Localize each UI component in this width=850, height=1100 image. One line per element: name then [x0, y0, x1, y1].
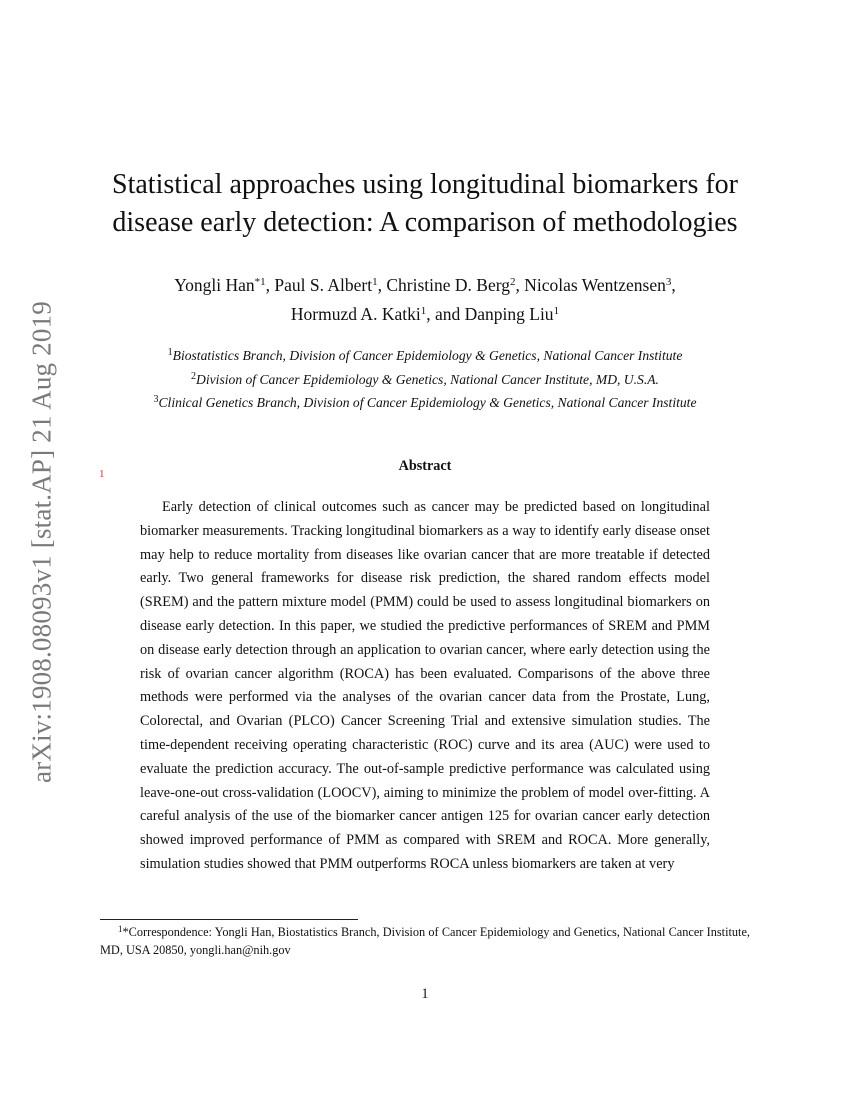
- footnote-text: *Correspondence: Yongli Han, Biostatistics Branch, Division of Cancer Epidemiology and Genetics, National Cancer Institute, MD, USA 20850, yongli.han@nih.gov: [100, 925, 750, 957]
- author-separator: ,: [671, 275, 676, 295]
- affiliations: [90, 344, 760, 415]
- title-line-2: disease early detection: A comparison of methodologies: [112, 207, 738, 238]
- author-name: Danping Liu: [464, 304, 554, 324]
- abstract-body: Early detection of clinical outcomes such as cancer may be predicted based on longitudinal biomarker measurements. Tracking longitudinal biomarkers as a way to identify early disease onset may help to reduce mortality from diseases like ovarian cancer that are more treatable if detected early. Two general frameworks for disease risk prediction, the shared random effects model (SREM) and the pattern mixture model (PMM) could be used to assess longitudinal biomarkers on disease early detection. In this paper, we studied the predictive performances of SREM and PMM on disease early detection through an application to ovarian cancer, where early detection using the risk of ovarian cancer algorithm (ROCA) has been evaluated. Comparisons of the above three methods were performed via the analyses of the ovarian cancer data from the Prostate, Lung, Colorectal, and Ovarian (PLCO) Cancer Screening Trial and extensive simulation studies. The time-dependent receiving operating characteristic (ROC) curve and its area (AUC) were used to evaluate the prediction accuracy. The out-of-sample predictive performance was calculated using leave-one-out cross-validation (LOOCV), aiming to minimize the problem of model over-fitting. A careful analysis of the use of the biomarker cancer antigen 125 for ovarian cancer early detection showed improved performance of PMM as compared with SREM and ROCA. More generally, simulation studies showed that PMM outperforms ROCA unless biomarkers are taken at very: [140, 499, 710, 872]
- page-number: 1: [421, 986, 429, 1002]
- author-affiliation-mark: *1: [254, 276, 266, 288]
- title-line-1: Statistical approaches using longitudinal biomarkers for: [112, 169, 738, 200]
- author-affiliation-mark: 1: [372, 276, 378, 288]
- author-name: Hormuzd A. Katki: [290, 304, 421, 324]
- author-separator: , and: [426, 304, 465, 324]
- author-name: Paul S. Albert: [274, 275, 373, 295]
- author-list: [60, 271, 790, 329]
- affiliation-3: [90, 391, 760, 415]
- author-separator: ,: [265, 275, 275, 295]
- affiliation-1: [90, 344, 760, 368]
- abstract-heading: Abstract: [398, 458, 452, 474]
- affiliation-mark: 1: [167, 347, 173, 358]
- paper-title: [60, 166, 790, 242]
- affiliation-mark: 3: [153, 394, 159, 405]
- author-name: Christine D. Berg: [386, 275, 510, 295]
- correspondence-footnote: [100, 923, 750, 959]
- author-line-2: [60, 300, 790, 329]
- author-name: Nicolas Wentzensen: [524, 275, 666, 295]
- author-line-1: [60, 271, 790, 300]
- affiliation-2: [90, 368, 760, 392]
- affiliation-text: Division of Cancer Epidemiology & Genetics, National Cancer Institute, MD, U.S.A.: [196, 371, 659, 387]
- author-affiliation-mark: 1: [553, 305, 560, 317]
- author-name: Yongli Han: [174, 275, 255, 295]
- affiliation-mark: 2: [191, 370, 197, 382]
- footnote-mark: 1: [118, 924, 123, 934]
- footnote-divider: [100, 919, 358, 920]
- line-number-marker: 1: [99, 468, 105, 480]
- author-separator: ,: [377, 275, 387, 295]
- arxiv-identifier-stamp: arXiv:1908.08093v1 [stat.AP] 21 Aug 2019: [26, 301, 57, 783]
- affiliation-text: Clinical Genetics Branch, Division of Cancer Epidemiology & Genetics, National Cancer Institute: [158, 395, 697, 410]
- author-separator: ,: [515, 275, 525, 295]
- affiliation-text: Biostatistics Branch, Division of Cancer Epidemiology & Genetics, National Cancer Institute: [172, 348, 683, 363]
- author-affiliation-mark: 1: [420, 305, 427, 317]
- author-affiliation-mark: 3: [665, 276, 672, 288]
- author-affiliation-mark: 2: [510, 276, 516, 288]
